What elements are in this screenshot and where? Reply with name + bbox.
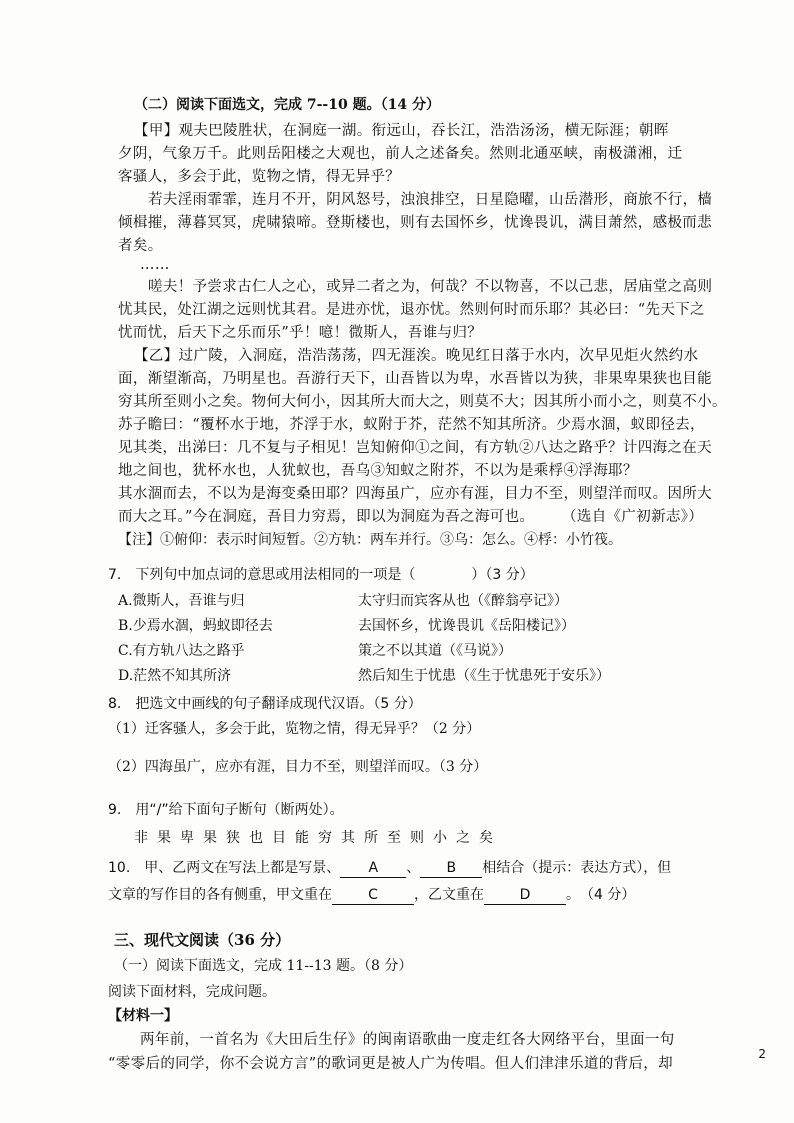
q10-text: ，乙文重在 [414, 887, 484, 903]
jia-line: 忧其民，处江湖之远则忧其君。是进亦忧，退亦忧。然则何时而乐耶？其必曰：“先天下之 [118, 302, 705, 318]
passage-heading: （二）阅读下面选文，完成 7--10 题。（14 分） [134, 97, 440, 113]
jia-line: 忧而忧，后天下之乐而乐”乎！噫！微斯人，吾谁与归？ [118, 325, 483, 341]
source-citation: （选自《广初新志》） [562, 509, 704, 525]
q7-option-b-compare: 去国怀乡，忧谗畏讥《岳阳楼记》） [358, 618, 575, 634]
blank-a[interactable]: A [340, 859, 406, 878]
q10-separator: 、 [406, 860, 421, 876]
q7-option-a: A.微斯人，吾谁与归 [118, 593, 245, 609]
yi-line: 而大之耳。”今在洞庭，吾目力穷焉，即以为洞庭为吾之海可也。 [118, 509, 535, 525]
ellipsis: …… [140, 257, 170, 273]
material-paragraph-line: 两年前，一首名为《大田后生仔》的闽南语歌曲一度走红各大网络平台，里面一句 [140, 1032, 675, 1048]
q7-option-d: D.茫然不知其所济 [118, 668, 232, 684]
q9-sentence: 非果卑果狭也目能穷其所至则小之矣 [134, 830, 502, 846]
material-paragraph-line: “零零后的同学，你不会说方言”的歌词更是被人广为传唱。但人们津津乐道的背后，却 [108, 1056, 673, 1072]
yi-line: 【乙】过广陵，入洞庭，浩浩荡荡，四无涯涘。晚见红日落于水内，次早见炬火然约水 [134, 348, 699, 364]
yi-line: 其水涸而去，不以为是海变桑田耶？四海虽广，应亦有涯，目力不至，则望洋而叹。因所大 [118, 486, 712, 502]
blank-b[interactable]: B [420, 859, 482, 878]
q10-line-2 [108, 885, 635, 905]
q7-option-b: B.少焉水涸，蚂蚁即径去 [118, 618, 273, 634]
blank-c[interactable]: C [332, 886, 414, 905]
jia-line: 若夫淫雨霏霏，连月不开，阴风怒号，浊浪排空，日星隐曜，山岳潜形，商旅不行，樯 [148, 192, 713, 208]
jia-line: 者矣。 [118, 238, 163, 254]
q10-text: 文章的写作目的各有侧重，甲文重在 [108, 887, 332, 903]
yi-line: 苏子瞻曰：“覆杯水于地，芥浮于水，蚁附于芥，茫然不知其所济。少焉水涸，蚁即径去， [118, 417, 705, 433]
yi-line: 地之间也，犹杯水也，人犹蚁也，吾乌③知蚁之附芥，不以为是乘桴④浮海耶？ [118, 463, 638, 479]
blank-d[interactable]: D [484, 886, 566, 905]
jia-line: 夕阴，气象万千。此则岳阳楼之大观也，前人之述备矣。然则北通巫峡，南极潇湘，迁 [118, 146, 683, 162]
jia-line: 客骚人，多会于此，览物之情，得无异乎？ [118, 169, 401, 185]
annotation-note: 【注】①俯仰：表示时间短暂。②方轨：两车并行。③乌：怎么。④桴：小竹筏。 [118, 532, 622, 548]
page-number: 2 [758, 1047, 766, 1061]
material-label: 【材料一】 [108, 1008, 178, 1024]
q7-stem: 7. 下列句中加点词的意思或用法相同的一项是（ ）（3 分） [108, 567, 534, 583]
material-instruction: 阅读下面材料，完成问题。 [108, 984, 276, 1000]
q10-text: 。 （4 分） [566, 887, 636, 903]
q7-option-a-compare: 太守归而宾客从也（《醉翁亭记》） [358, 593, 568, 609]
jia-line: 倾楫摧，薄暮冥冥，虎啸猿啼。登斯楼也，则有去国怀乡，忧谗畏讥，满目萧然，感极而悲 [118, 215, 712, 231]
q7-option-c: C.有方轨八达之路乎 [118, 643, 245, 659]
yi-line: 面，渐望渐高，乃明星也。吾游行天下，山吾皆以为卑，水吾皆以为狭，非果卑果狭也目能 [118, 371, 712, 387]
q10-line-1 [108, 858, 671, 878]
yi-line: 见其类，出涕曰：几不复与子相见！岂知俯仰①之间，有方轨②八达之路乎？计四海之在天 [118, 440, 712, 456]
jia-line: 嗟夫！予尝求古仁人之心，或异二者之为，何哉？不以物喜，不以己悲，居庙堂之高则 [148, 279, 713, 295]
q7-option-d-compare: 然后知生于忧患（《生于忧患死于安乐》） [358, 668, 610, 684]
yi-line: 穷其所至则小之矣。物何大何小，因其所大而大之，则莫不大；因其所小而小之，则莫不小。 [118, 394, 727, 410]
q9-stem: 9. 用“/”给下面句子断句（断两处）。 [108, 802, 344, 818]
q8-sentence-2: （2）四海虽广，应亦有涯，目力不至，则望洋而叹。（3 分） [108, 759, 488, 775]
q7-option-c-compare: 策之不以其道（《马说》） [358, 643, 512, 659]
q10-text: 10. 甲、乙两文在写法上都是写景、 [108, 860, 341, 876]
q8-sentence-1: （1）迁客骚人，多会于此，览物之情，得无异乎？（2 分） [108, 721, 481, 737]
q8-stem: 8. 把选文中画线的句子翻译成现代汉语。（5 分） [108, 696, 422, 712]
section-three-title: 三、现代文阅读（36 分） [114, 931, 291, 949]
section-three-subheading: （一）阅读下面选文，完成 11--13 题。（8 分） [114, 958, 413, 974]
jia-line: 【甲】观夫巴陵胜状，在洞庭一湖。衔远山，吞长江，浩浩汤汤，横无际涯；朝晖 [134, 123, 669, 139]
q10-text: 相结合（提示：表达方式），但 [482, 860, 672, 876]
